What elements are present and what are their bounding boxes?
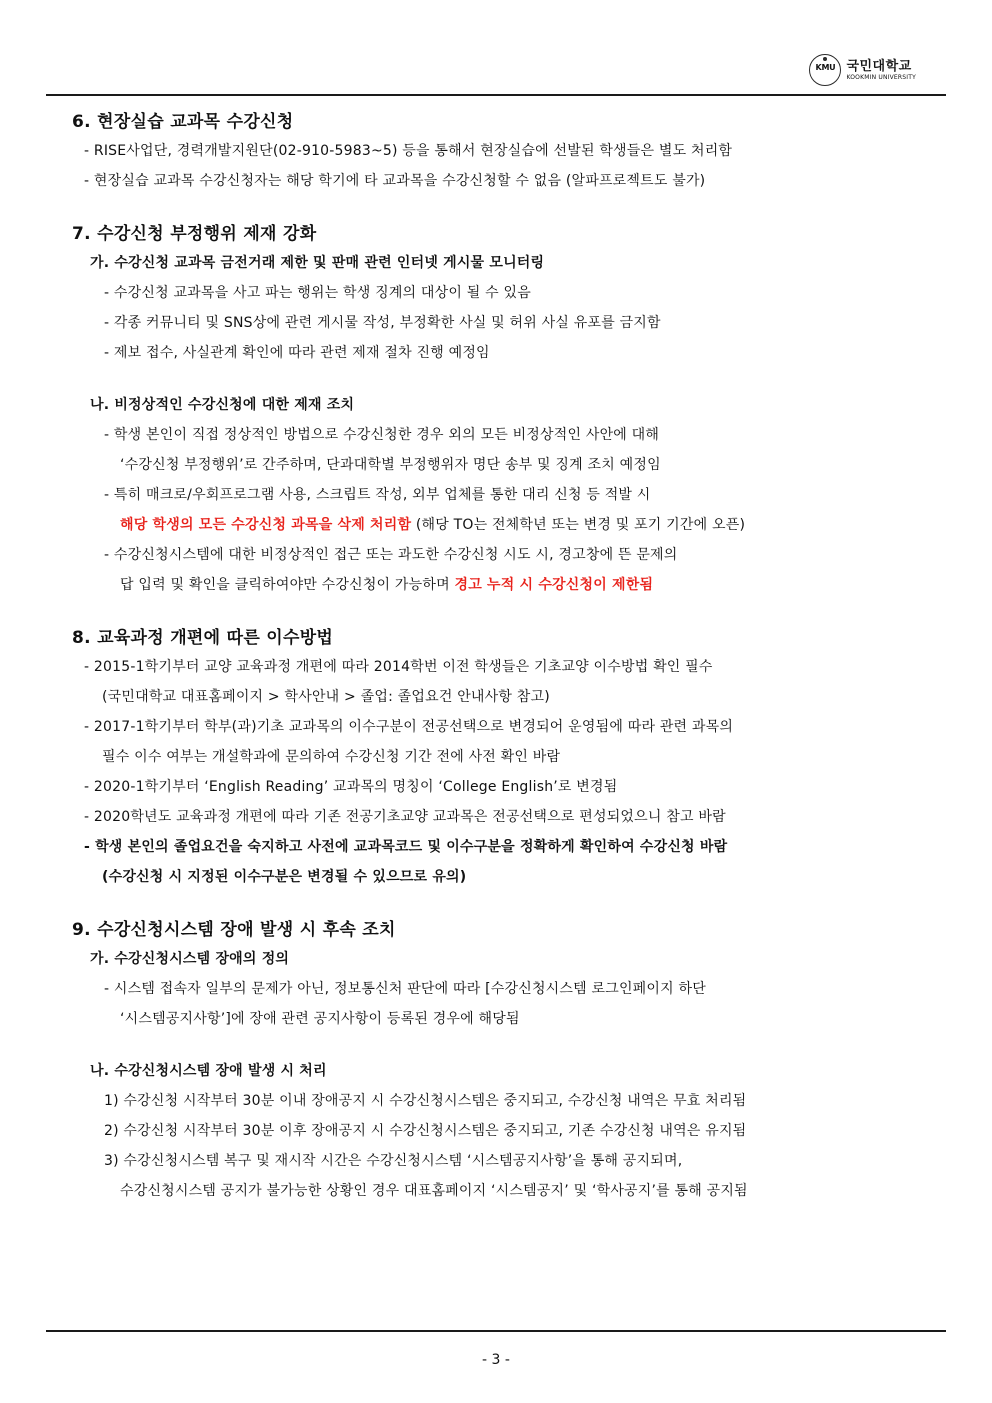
section-8-line-1: - 2015-1학기부터 교양 교육과정 개편에 따라 2014학번 이전 학생들은 기초교양 이수방법 확인 필수 bbox=[84, 659, 713, 675]
warning-popup-text: 답 입력 및 확인을 클릭하여야만 수강신청이 가능하며 bbox=[120, 577, 455, 593]
section-6-line-1: - RISE사업단, 경력개발지원단(02-910-5983~5) 등을 통해서 현장실습에 선발된 학생들은 별도 처리함 bbox=[84, 143, 733, 159]
section-8-line-1-cont: (국민대학교 대표홈페이지 > 학사안내 > 졸업: 졸업요건 안내사항 참고) bbox=[102, 689, 550, 705]
section-8-line-3: - 2020-1학기부터 ‘English Reading’ 교과목의 명칭이 ‘College English’로 변경됨 bbox=[84, 779, 618, 795]
section-8-line-4: - 2020학년도 교육과정 개편에 따라 기존 전공기초교양 교과목은 전공선택으로 편성되었으니 참고 바람 bbox=[84, 809, 726, 825]
section-7b-line-2: - 특히 매크로/우회프로그램 사용, 스크립트 작성, 외부 업체를 통한 대리 신청 등 적발 시 bbox=[104, 487, 651, 503]
section-8-title: 8. 교육과정 개편에 따른 이수방법 bbox=[72, 628, 334, 648]
section-9b-item-2: 2) 수강신청 시작부터 30분 이후 장애공지 시 수강신청시스템은 중지되고, 기존 수강신청 내역은 유지됨 bbox=[104, 1123, 747, 1139]
seal-abbr: KMU bbox=[815, 63, 836, 72]
restriction-warning-text: 경고 누적 시 수강신청이 제한됨 bbox=[454, 577, 654, 593]
page-header bbox=[46, 48, 946, 96]
section-7a-line-1: - 수강신청 교과목을 사고 파는 행위는 학생 징계의 대상이 될 수 있음 bbox=[104, 285, 531, 301]
section-8-line-2-cont: 필수 이수 여부는 개설학과에 문의하여 수강신청 기간 전에 사전 확인 바람 bbox=[102, 749, 561, 765]
section-6-title: 6. 현장실습 교과목 수강신청 bbox=[72, 112, 294, 132]
logo-name-kr: 국민대학교 bbox=[846, 58, 912, 74]
section-7b-line-2-cont bbox=[72, 510, 912, 540]
section-7b-title: 나. 비정상적인 수강신청에 대한 제재 조치 bbox=[90, 397, 355, 413]
section-7b-line-3: - 수강신청시스템에 대한 비정상적인 접근 또는 과도한 수강신청 시도 시, 경고창에 뜬 문제의 bbox=[104, 547, 678, 563]
section-9a-line-1: - 시스템 접속자 일부의 문제가 아닌, 정보통신처 판단에 따라 [수강신청시스템 로그인페이지 하단 bbox=[104, 981, 706, 997]
section-6-line-2: - 현장실습 교과목 수강신청자는 해당 학기에 타 교과목을 수강신청할 수 없음 (알파프로젝트도 불가) bbox=[84, 173, 706, 189]
footer-divider bbox=[46, 1330, 946, 1332]
section-7-title: 7. 수강신청 부정행위 제재 강화 bbox=[72, 224, 317, 244]
section-9b-item-3: 3) 수강신청시스템 복구 및 재시작 시간은 수강신청시스템 ‘시스템공지사항’을 통해 공지되며, bbox=[104, 1153, 683, 1169]
section-7a-title: 가. 수강신청 교과목 금전거래 제한 및 판매 관련 인터넷 게시물 모니터링 bbox=[90, 255, 545, 271]
section-8-line-5-cont: (수강신청 시 지정된 이수구분은 변경될 수 있으므로 유의) bbox=[102, 869, 467, 885]
section-7a-line-3: - 제보 접수, 사실관계 확인에 따라 관련 제재 절차 진행 예정임 bbox=[104, 345, 490, 361]
section-7b-line-1-cont: ‘수강신청 부정행위’로 간주하며, 단과대학별 부정행위자 명단 송부 및 징계 조치 예정임 bbox=[120, 457, 661, 473]
section-7a-line-2: - 각종 커뮤니티 및 SNS상에 관련 게시물 작성, 부정확한 사실 및 허위 사실 유포를 금지함 bbox=[104, 315, 661, 331]
university-logo bbox=[809, 54, 916, 86]
delete-warning-text: 해당 학생의 모든 수강신청 과목을 삭제 처리함 bbox=[120, 517, 412, 533]
section-7b-line-3-cont bbox=[72, 570, 912, 600]
section-9b-item-3-cont: 수강신청시스템 공지가 불가능한 상황인 경우 대표홈페이지 ‘시스템공지’ 및 ‘학사공지’를 통해 공지됨 bbox=[120, 1183, 748, 1199]
section-9b-title: 나. 수강신청시스템 장애 발생 시 처리 bbox=[90, 1063, 327, 1079]
section-7b-line-1: - 학생 본인이 직접 정상적인 방법으로 수강신청한 경우 외의 모든 비정상적인 사안에 대해 bbox=[104, 427, 660, 443]
to-open-note: (해당 TO는 전체학년 또는 변경 및 포기 기간에 오픈) bbox=[411, 517, 746, 533]
logo-name-en: KOOKMIN UNIVERSITY bbox=[846, 73, 916, 81]
university-seal-icon bbox=[809, 54, 841, 86]
page-number: - 3 - bbox=[482, 1352, 510, 1368]
section-8-line-2: - 2017-1학기부터 학부(과)기초 교과목의 이수구분이 전공선택으로 변경되어 운영됨에 따라 관련 과목의 bbox=[84, 719, 734, 735]
section-8-line-5: - 학생 본인의 졸업요건을 숙지하고 사전에 교과목코드 및 이수구분을 정확하게 확인하여 수강신청 바람 bbox=[84, 839, 728, 855]
document-body bbox=[72, 108, 912, 1206]
section-9-title: 9. 수강신청시스템 장애 발생 시 후속 조치 bbox=[72, 920, 396, 940]
section-9a-line-1-cont: ‘시스템공지사항’]에 장애 관련 공지사항이 등록된 경우에 해당됨 bbox=[120, 1011, 520, 1027]
section-9b-item-1: 1) 수강신청 시작부터 30분 이내 장애공지 시 수강신청시스템은 중지되고, 수강신청 내역은 무효 처리됨 bbox=[104, 1093, 747, 1109]
section-9a-title: 가. 수강신청시스템 장애의 정의 bbox=[90, 951, 290, 967]
